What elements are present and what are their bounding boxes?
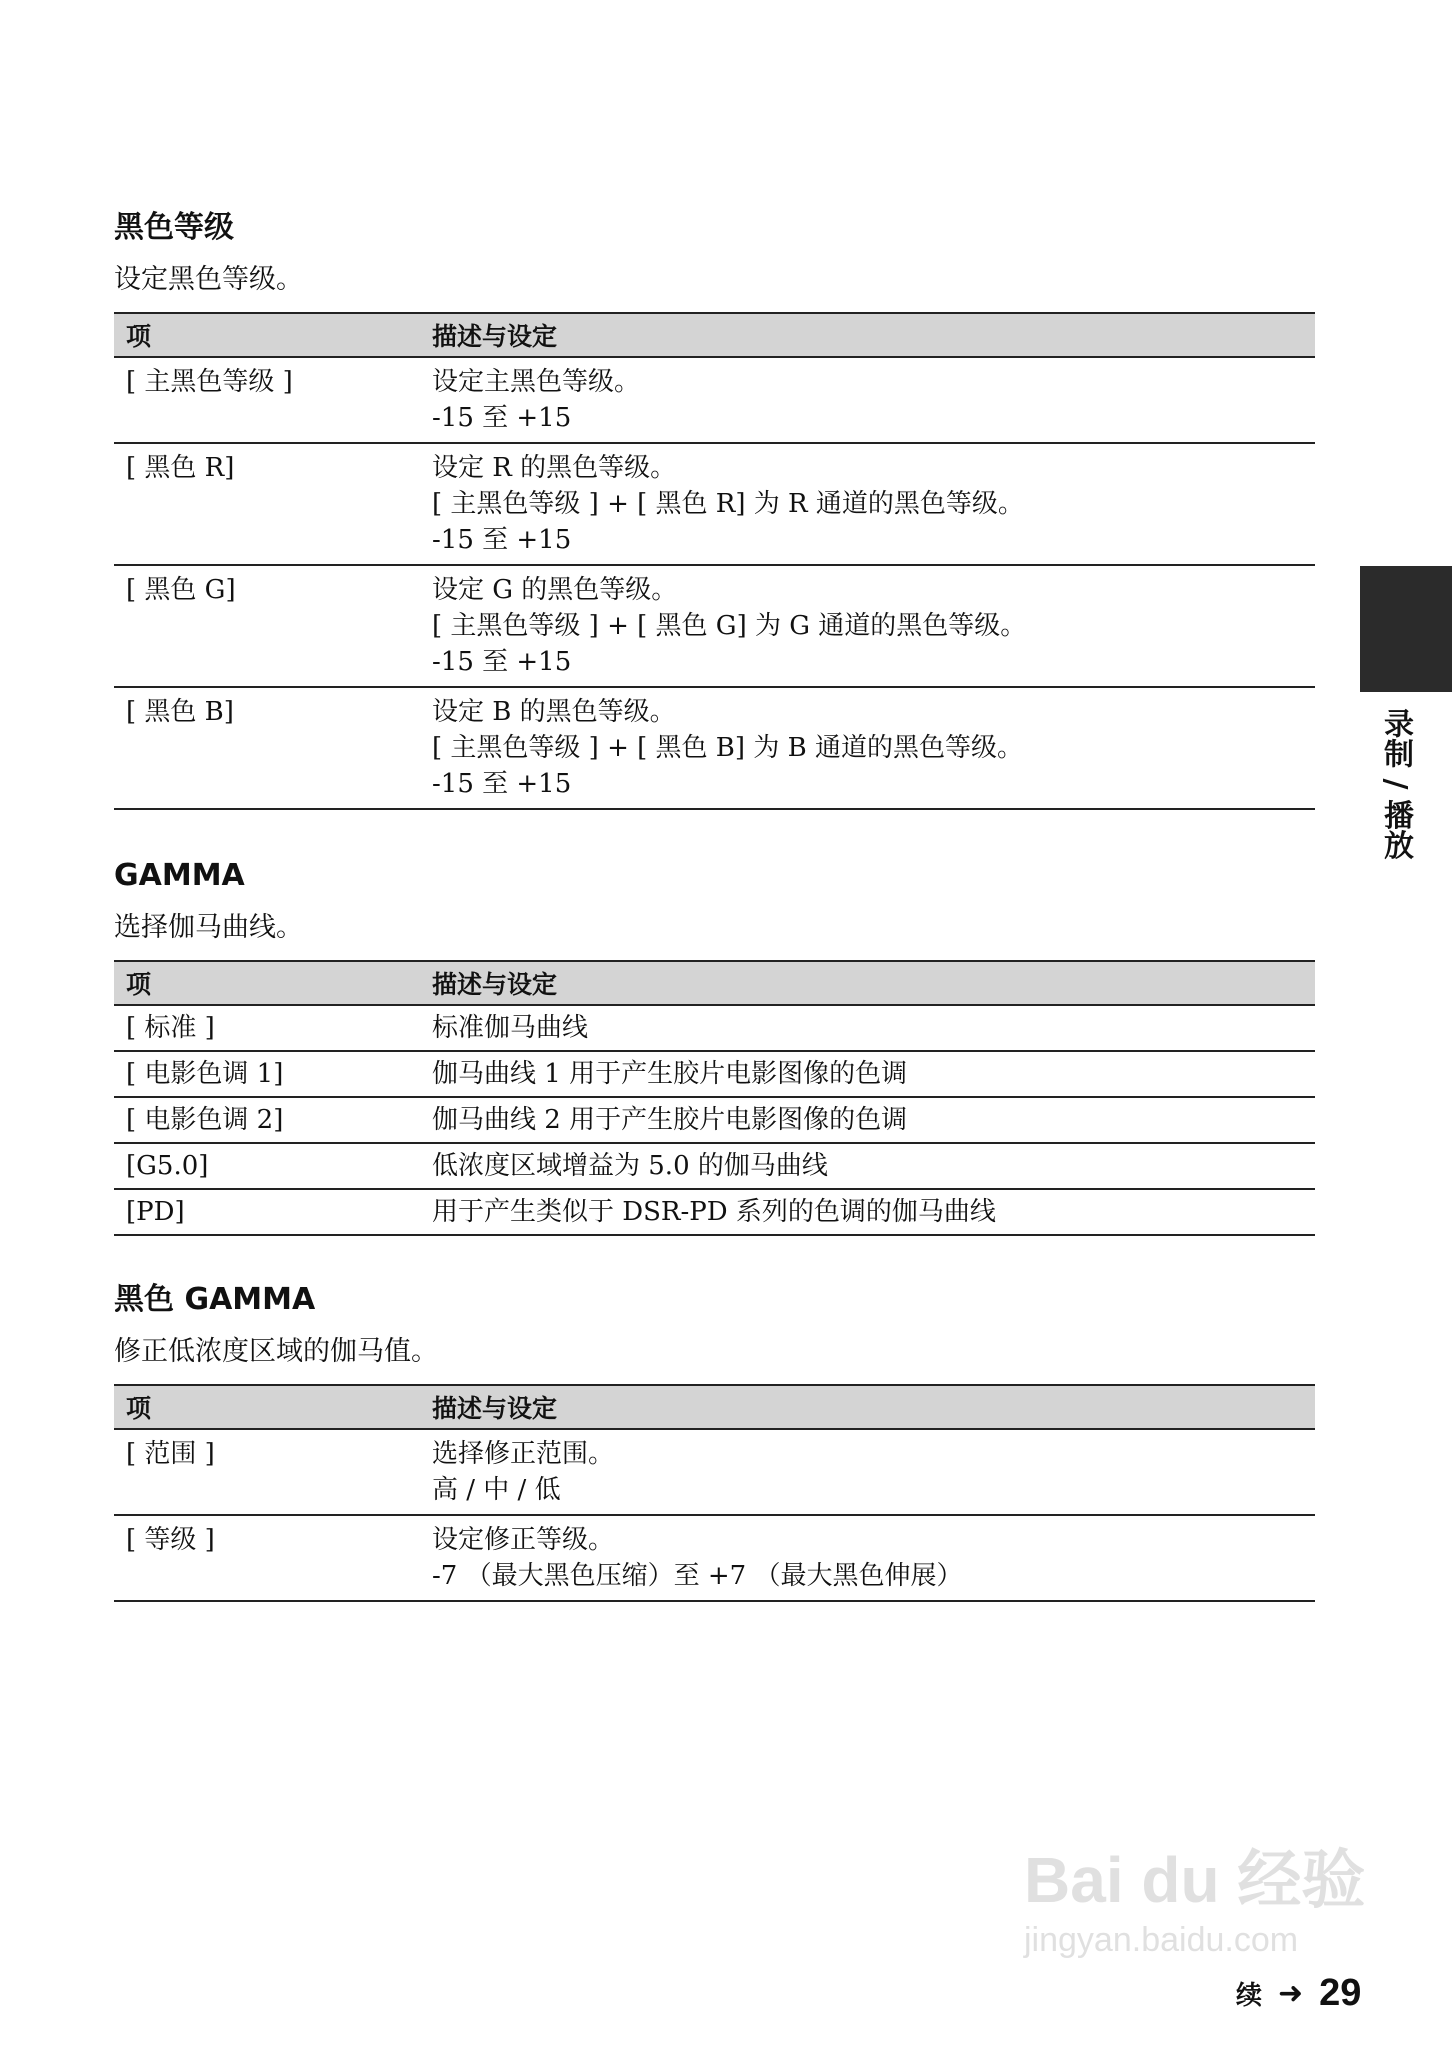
item-cell: [ 范围 ] bbox=[114, 1429, 432, 1515]
watermark-logo: Bai du 经验 bbox=[1024, 1844, 1366, 1916]
table-row bbox=[114, 443, 1315, 565]
description-line: 低浓度区域增益为 5.0 的伽马曲线 bbox=[432, 1151, 828, 1181]
table-row bbox=[114, 687, 1315, 809]
description-cell bbox=[432, 1051, 1315, 1097]
description-line: 高 / 中 / 低 bbox=[432, 1475, 561, 1505]
table-row bbox=[114, 1143, 1315, 1189]
watermark bbox=[1024, 1840, 1384, 1980]
table-header-row bbox=[114, 961, 1315, 1005]
page-footer bbox=[1236, 1968, 1361, 2018]
table-row bbox=[114, 565, 1315, 687]
arrow-right-icon: ➜ bbox=[1278, 1975, 1304, 2011]
table-row bbox=[114, 1051, 1315, 1097]
section-title: GAMMA bbox=[114, 858, 245, 893]
column-header-item: 项 bbox=[114, 1385, 432, 1429]
description-line: -15 至 +15 bbox=[432, 525, 572, 555]
description-line: 伽马曲线 2 用于产生胶片电影图像的色调 bbox=[432, 1105, 908, 1135]
column-header-description: 描述与设定 bbox=[432, 961, 1315, 1005]
item-cell: [ 黑色 B] bbox=[114, 687, 432, 809]
description-cell bbox=[432, 443, 1315, 565]
section-description: 设定黑色等级。 bbox=[114, 264, 303, 295]
settings-table bbox=[114, 312, 1315, 810]
description-cell bbox=[432, 1005, 1315, 1051]
column-header-description: 描述与设定 bbox=[432, 313, 1315, 357]
chapter-tab-marker bbox=[1360, 566, 1452, 692]
section-title: 黑色等级 bbox=[114, 210, 234, 245]
description-line: 选择修正范围。 bbox=[432, 1439, 615, 1469]
column-header-item: 项 bbox=[114, 961, 432, 1005]
description-cell bbox=[432, 1189, 1315, 1235]
settings-table bbox=[114, 960, 1315, 1236]
section-black-gamma bbox=[114, 1280, 1315, 1602]
column-header-item: 项 bbox=[114, 313, 432, 357]
continued-label: 续 bbox=[1236, 1980, 1263, 2011]
item-cell: [ 等级 ] bbox=[114, 1515, 432, 1601]
table-row bbox=[114, 357, 1315, 443]
description-line: 标准伽马曲线 bbox=[432, 1013, 589, 1043]
table-header-row bbox=[114, 313, 1315, 357]
table-row bbox=[114, 1097, 1315, 1143]
table-row bbox=[114, 1005, 1315, 1051]
description-line: [ 主黑色等级 ] + [ 黑色 G] 为 G 通道的黑色等级。 bbox=[432, 611, 1027, 641]
section-black-level bbox=[114, 208, 1315, 810]
description-cell bbox=[432, 357, 1315, 443]
description-line: [ 主黑色等级 ] + [ 黑色 B] 为 B 通道的黑色等级。 bbox=[432, 733, 1023, 763]
description-line: -15 至 +15 bbox=[432, 647, 572, 677]
settings-table bbox=[114, 1384, 1315, 1602]
item-cell: [G5.0] bbox=[114, 1143, 432, 1189]
description-line: 设定 R 的黑色等级。 bbox=[432, 453, 677, 483]
description-line: [ 主黑色等级 ] + [ 黑色 R] 为 R 通道的黑色等级。 bbox=[432, 489, 1024, 519]
section-gamma bbox=[114, 856, 1315, 1236]
description-cell bbox=[432, 1097, 1315, 1143]
description-cell bbox=[432, 1429, 1315, 1515]
section-description: 修正低浓度区域的伽马值。 bbox=[114, 1336, 438, 1367]
item-cell: [ 标准 ] bbox=[114, 1005, 432, 1051]
table-row bbox=[114, 1429, 1315, 1515]
item-cell: [ 黑色 G] bbox=[114, 565, 432, 687]
description-cell bbox=[432, 1515, 1315, 1601]
description-line: 设定 B 的黑色等级。 bbox=[432, 697, 676, 727]
description-line: -15 至 +15 bbox=[432, 403, 572, 433]
description-line: 设定修正等级。 bbox=[432, 1525, 615, 1555]
description-line: -15 至 +15 bbox=[432, 769, 572, 799]
column-header-description: 描述与设定 bbox=[432, 1385, 1315, 1429]
section-title: 黑色 GAMMA bbox=[114, 1282, 316, 1317]
page-number: 29 bbox=[1319, 1971, 1362, 2014]
description-cell bbox=[432, 687, 1315, 809]
item-cell: [ 电影色调 1] bbox=[114, 1051, 432, 1097]
item-cell: [ 黑色 R] bbox=[114, 443, 432, 565]
description-cell bbox=[432, 565, 1315, 687]
description-line: 设定主黑色等级。 bbox=[432, 367, 641, 397]
chapter-tab-label: 录制 / 播放 bbox=[1378, 708, 1413, 860]
description-line: 设定 G 的黑色等级。 bbox=[432, 575, 678, 605]
description-line: -7 （最大黑色压缩）至 +7 （最大黑色伸展） bbox=[432, 1561, 963, 1591]
description-cell bbox=[432, 1143, 1315, 1189]
section-description: 选择伽马曲线。 bbox=[114, 912, 303, 943]
item-cell: [ 电影色调 2] bbox=[114, 1097, 432, 1143]
description-line: 伽马曲线 1 用于产生胶片电影图像的色调 bbox=[432, 1059, 908, 1089]
item-cell: [PD] bbox=[114, 1189, 432, 1235]
watermark-url: jingyan.baidu.com bbox=[1024, 1921, 1299, 1959]
table-row bbox=[114, 1189, 1315, 1235]
table-header-row bbox=[114, 1385, 1315, 1429]
description-line: 用于产生类似于 DSR-PD 系列的色调的伽马曲线 bbox=[432, 1197, 996, 1227]
item-cell: [ 主黑色等级 ] bbox=[114, 357, 432, 443]
table-row bbox=[114, 1515, 1315, 1601]
